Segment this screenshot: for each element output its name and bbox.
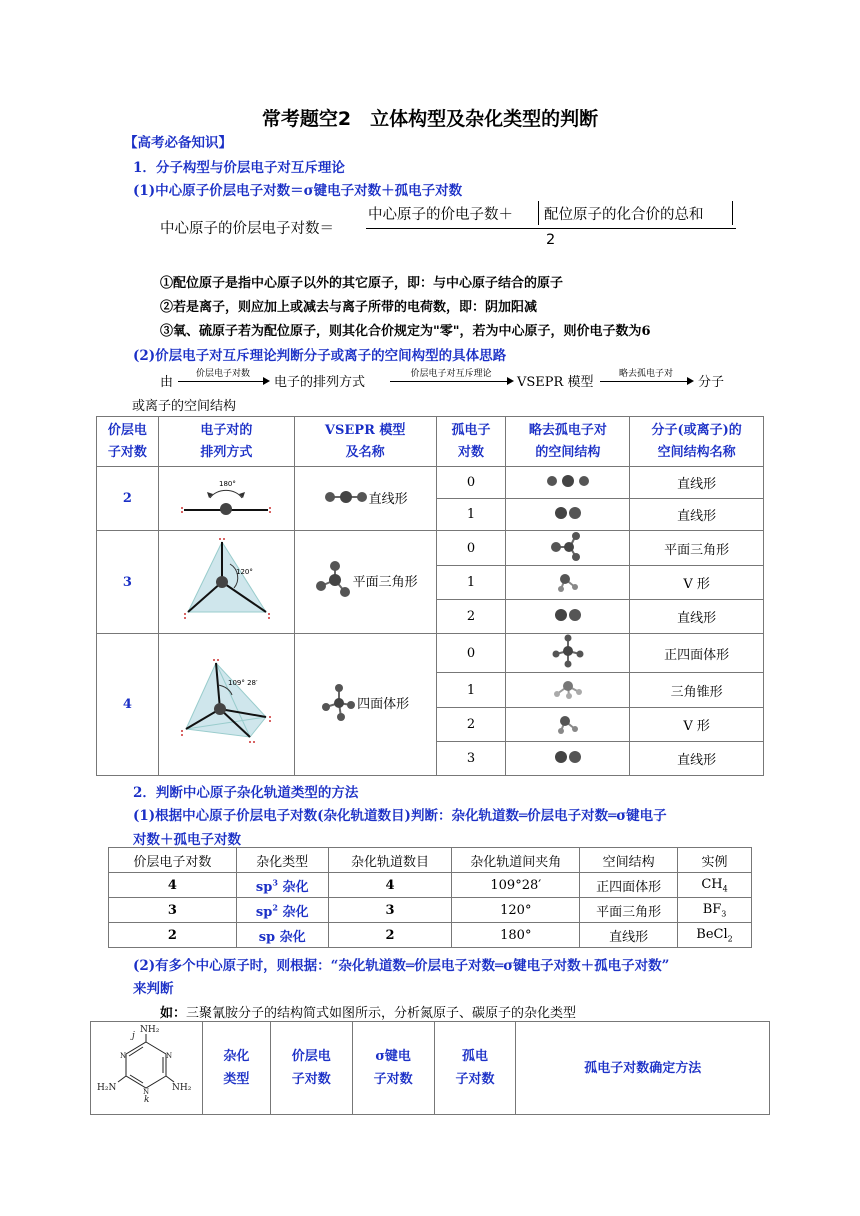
pairs-value: 3: [109, 898, 237, 923]
example-prefix: 如：: [160, 1006, 187, 1021]
lone-count: 0: [436, 467, 506, 499]
section1-heading: 1．分子构型与价层电子对互斥理论: [133, 160, 345, 176]
svg-text:H₂N: H₂N: [97, 1083, 117, 1093]
orbitals-value: 3: [328, 898, 452, 923]
header-structure: 略去孤电子对 的空间结构: [506, 417, 630, 467]
lone-count: 2: [436, 708, 506, 742]
page-title: 常考题空2 立体构型及杂化类型的判断: [261, 108, 599, 130]
formula-numerator-a: 中心原子的价电子数＋: [368, 207, 513, 223]
shape-name: V 形: [630, 708, 764, 742]
header-hybrid-type: 杂化 类型: [202, 1022, 270, 1115]
type-value: sp 杂化: [236, 923, 328, 948]
header-pairs: 价层电 子对数: [97, 417, 159, 467]
orbitals-value: 2: [328, 923, 452, 948]
header-lone: 孤电子 对数: [436, 417, 506, 467]
header-model: VSEPR 模型 及名称: [294, 417, 436, 467]
angle-value: 109°28′: [452, 873, 580, 898]
bent-molecule-icon: [553, 711, 583, 735]
pairs-value: 2: [109, 923, 237, 948]
trigonal-molecule-icon: [548, 531, 588, 561]
abs-bar-left: [538, 201, 539, 225]
section1-sub2: (2)价层电子对互斥理论判断分子或离子的空间构型的具体思路: [133, 348, 507, 364]
table-row: [109, 898, 752, 923]
table-row: [97, 531, 764, 566]
svg-text:N: N: [143, 1088, 150, 1096]
flow-tail: 或离子的空间结构: [132, 399, 237, 414]
svg-text:j: j: [132, 1031, 136, 1041]
bent-molecule-icon: [553, 569, 583, 593]
lone-count: 0: [436, 634, 506, 673]
header-orbitals: 杂化轨道数目: [328, 848, 452, 873]
section2-sub1-line1: (1)根据中心原子价层电子对数(杂化轨道数目)判断：杂化轨道数═价层电子对数═σ键电子: [133, 808, 667, 824]
section2-sub2-line2: 来判断: [133, 981, 174, 997]
diatomic-molecule-icon: [552, 749, 584, 765]
pairs-4: 4: [97, 634, 159, 776]
arrangement-tetrahedral: [158, 634, 294, 776]
structure-bent: [506, 708, 630, 742]
flow-arrow2-line: [390, 381, 508, 382]
pairs-2: 2: [97, 467, 159, 531]
svg-text:N: N: [120, 1052, 127, 1060]
svg-text:NH₂: NH₂: [172, 1083, 192, 1093]
formula-lhs: 中心原子的价层电子对数＝: [160, 221, 334, 237]
formula-numerator-b: 配位原子的化合价的总和: [544, 207, 704, 223]
header-arrangement: 电子对的 排列方式: [158, 417, 294, 467]
arrangement-linear: [158, 467, 294, 531]
section2-heading: 2．判断中心原子杂化轨道类型的方法: [133, 785, 359, 801]
model-tetrahedral: 四面体形: [294, 634, 436, 776]
flow-arrow3-line: [600, 381, 688, 382]
svg-text:109° 28′: 109° 28′: [228, 678, 258, 687]
shape-value: 正四面体形: [580, 873, 678, 898]
type-value: $sp^2$ 杂化: [236, 898, 328, 923]
structure-pyramidal: [506, 673, 630, 708]
flow-start: 由: [160, 375, 174, 390]
fraction-bar: [366, 228, 736, 229]
flow-arrow2-head: [507, 377, 514, 385]
svg-text:180°: 180°: [219, 479, 237, 488]
shape-name: V 形: [630, 566, 764, 600]
hybridization-table: [108, 847, 752, 948]
flow-step2: VSEPR 模型: [517, 375, 594, 390]
shape-name: 直线形: [630, 499, 764, 531]
lone-count: 1: [436, 673, 506, 708]
vsepr-header-row: [97, 417, 764, 467]
example-value: $CH_4$: [678, 873, 752, 898]
trigonal-arrangement-icon: [178, 534, 274, 626]
header-lone-pairs: 孤电 子对数: [434, 1022, 516, 1115]
diatomic-molecule-icon: [552, 607, 584, 623]
flow-step1: 电子的排列方式: [274, 375, 366, 390]
flow-arrow1-label: 价层电子对数: [195, 369, 250, 379]
linear-model-icon: [323, 489, 369, 505]
lone-count: 2: [436, 600, 506, 634]
shape-name: 直线形: [630, 467, 764, 499]
angle-value: 120°: [452, 898, 580, 923]
flow-arrow2-label: 价层电子对互斥理论: [410, 369, 492, 379]
melamine-header-row: [91, 1022, 770, 1115]
svg-text:N: N: [166, 1052, 173, 1060]
melamine-structure-icon: [96, 1022, 196, 1106]
shape-value: 直线形: [580, 923, 678, 948]
header-valence-pairs: 价层电 子对数: [270, 1022, 352, 1115]
shape-name: 直线形: [630, 742, 764, 776]
svg-text:NH₂: NH₂: [140, 1025, 160, 1035]
table-row: [97, 634, 764, 673]
vsepr-table: [96, 416, 764, 776]
header-sigma-pairs: σ键电 子对数: [352, 1022, 434, 1115]
pyramidal-molecule-icon: [550, 676, 586, 700]
melamine-table: [90, 1021, 770, 1115]
angle-value: 180°: [452, 923, 580, 948]
example-value: $BF_3$: [678, 898, 752, 923]
header-pairs: 价层电子对数: [109, 848, 237, 873]
lone-count: 3: [436, 742, 506, 776]
model-trigonal: 平面三角形: [294, 531, 436, 634]
trigonal-model-icon: [313, 560, 353, 600]
header-shape-name: 分子(或离子)的 空间结构名称: [630, 417, 764, 467]
example-value: BeCl$_2$: [678, 923, 752, 948]
structure-diatomic: [506, 742, 630, 776]
lone-count: 0: [436, 531, 506, 566]
structure-diatomic: [506, 499, 630, 531]
section2-sub2-line1: (2)有多个中心原子时，则根据：“杂化轨道数═价层电子对数═σ键电子对数＋孤电子对数”: [133, 958, 670, 974]
tetrahedral-molecule-icon: [550, 634, 586, 668]
section1-sub1: (1)中心原子价层电子对数＝σ键电子对数＋孤电子对数: [133, 183, 463, 199]
shape-name: 直线形: [630, 600, 764, 634]
flow-arrow1-line: [178, 381, 264, 382]
header-shape: 空间结构: [580, 848, 678, 873]
knowledge-label: 【高考必备知识】: [124, 135, 232, 151]
structure-linear: [506, 467, 630, 499]
orbitals-value: 4: [328, 873, 452, 898]
note-1: ①配位原子是指中心原子以外的其它原子，即：与中心原子结合的原子: [160, 276, 564, 291]
structure-bent: [506, 566, 630, 600]
structure-trigonal: [506, 531, 630, 566]
linear-arrangement-icon: [176, 472, 276, 522]
pairs-3: 3: [97, 531, 159, 634]
type-value: $sp^3$ 杂化: [236, 873, 328, 898]
structure-diatomic: [506, 600, 630, 634]
shape-name: 三角锥形: [630, 673, 764, 708]
abs-bar-right: [732, 201, 733, 225]
tetrahedral-model-icon: [321, 683, 357, 723]
flow-arrow3-label: 略去孤电子对: [618, 369, 673, 379]
header-method: 孤电子对数确定方法: [516, 1022, 770, 1115]
shape-name: 正四面体形: [630, 634, 764, 673]
flow-arrow3-head: [687, 377, 694, 385]
model-linear: 直线形: [294, 467, 436, 531]
note-3: ③氧、硫原子若为配位原子，则其化合价规定为"零"，若为中心原子，则价电子数为6: [160, 324, 651, 339]
hybrid-header-row: [109, 848, 752, 873]
melamine-structure: [91, 1022, 203, 1115]
shape-name: 平面三角形: [630, 531, 764, 566]
structure-tetrahedral: [506, 634, 630, 673]
lone-count: 1: [436, 566, 506, 600]
header-example: 实例: [678, 848, 752, 873]
svg-text:120°: 120°: [236, 568, 254, 576]
example-line: [160, 1002, 576, 1021]
lone-count: 1: [436, 499, 506, 531]
table-row: [97, 467, 764, 499]
tetrahedral-arrangement-icon: [176, 655, 276, 751]
arrangement-trigonal: [158, 531, 294, 634]
table-row: [109, 873, 752, 898]
header-angle: 杂化轨道间夹角: [452, 848, 580, 873]
flow-arrow1-head: [263, 377, 270, 385]
shape-value: 平面三角形: [580, 898, 678, 923]
svg-text:k: k: [144, 1095, 150, 1105]
section2-sub1-line2: 对数＋孤电子对数: [133, 832, 241, 848]
note-2: ②若是离子，则应加上或减去与离子所带的电荷数，即：阴加阳减: [160, 300, 538, 315]
diatomic-molecule-icon: [552, 505, 584, 521]
pairs-value: 4: [109, 873, 237, 898]
header-type: 杂化类型: [236, 848, 328, 873]
linear-molecule-icon: [545, 473, 591, 489]
table-row: [109, 923, 752, 948]
example-text: 三聚氰胺分子的结构简式如图所示，分析氮原子、碳原子的杂化类型: [186, 1006, 577, 1021]
formula-denominator: 2: [546, 232, 556, 248]
flow-step3: 分子: [698, 375, 725, 390]
